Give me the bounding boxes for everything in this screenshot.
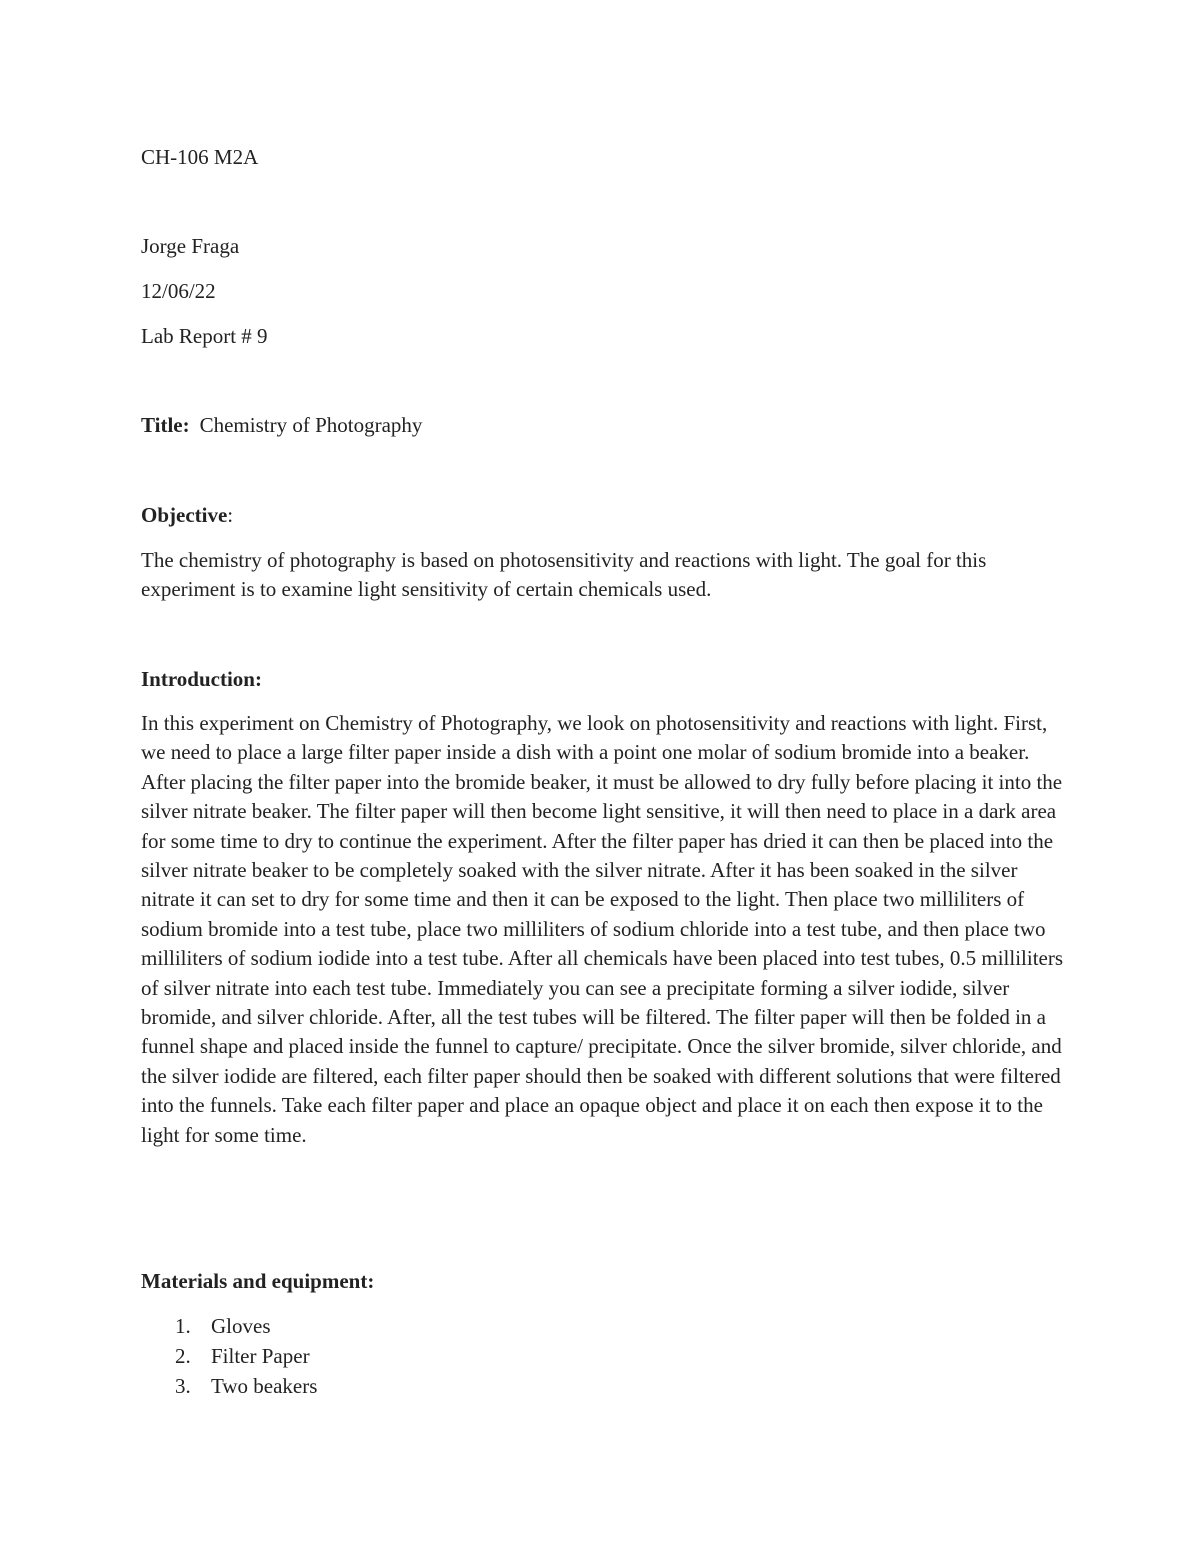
title-label: Title: — [141, 413, 190, 437]
list-item-label: Filter Paper — [211, 1344, 310, 1368]
course-code: CH-106 M2A — [141, 145, 259, 169]
materials-list — [141, 1311, 317, 1401]
title-value: Chemistry of Photography — [199, 413, 423, 437]
list-item — [141, 1371, 317, 1401]
materials-heading: Materials and equipment: — [141, 1269, 375, 1293]
introduction-paragraph: In this experiment on Chemistry of Photography, we look on photosensitivity and reactions with light. First, we need to place a large filter paper inside a dish with a point one molar of sodium bromide into a beaker. After placing the filter paper into the bromide beaker, it must be allowed to dry fully before placing it into the silver nitrate beaker. The filter paper will then become light sensitive, it will then need to place in a dark area for some time to dry to continue the experiment. After the filter paper has dried it can then be placed into the silver nitrate beaker to be completely soaked with the silver nitrate. After it has been soaked in the silver nitrate it can set to dry for some time and then it can be exposed to the light. Then place two milliliters of sodium bromide into a test tube, place two milliliters of sodium chloride into a test tube, and then place two milliliters of sodium iodide into a test tube. After all chemicals have been placed into test tubes, 0.5 milliliters of silver nitrate into each test tube. Immediately you can see a precipitate forming a silver iodide, silver bromide, and silver chloride. After, all the test tubes will be filtered. The filter paper will then be folded in a funnel shape and placed inside the funnel to capture/ precipitate. Once the silver bromide, silver chloride, and the silver iodide are filtered, each filter paper should then be soaked with different solutions that were filtered into the funnels. Take each filter paper and place an opaque object and place it on each then expose it to the light for some time. — [141, 711, 1064, 1147]
list-item-label: Gloves — [211, 1314, 271, 1338]
objective-heading-label: Objective — [141, 503, 228, 527]
list-item-number: 2. — [175, 1344, 191, 1368]
list-item — [141, 1311, 317, 1341]
list-item-number: 1. — [175, 1314, 191, 1338]
objective-paragraph: The chemistry of photography is based on photosensitivity and reactions with light. The goal for this experiment is to examine light sensitivity of certain chemicals used. — [141, 548, 987, 602]
objective-heading — [141, 501, 233, 529]
introduction-heading: Introduction: — [141, 667, 262, 691]
list-item-label: Two beakers — [211, 1374, 318, 1398]
list-item — [141, 1341, 317, 1371]
objective-heading-colon: : — [227, 503, 234, 527]
report-date: 12/06/22 — [141, 279, 216, 303]
author-name: Jorge Fraga — [141, 234, 240, 258]
report-number: Lab Report # 9 — [141, 324, 268, 348]
title-line — [141, 411, 422, 439]
list-item-number: 3. — [175, 1374, 191, 1398]
